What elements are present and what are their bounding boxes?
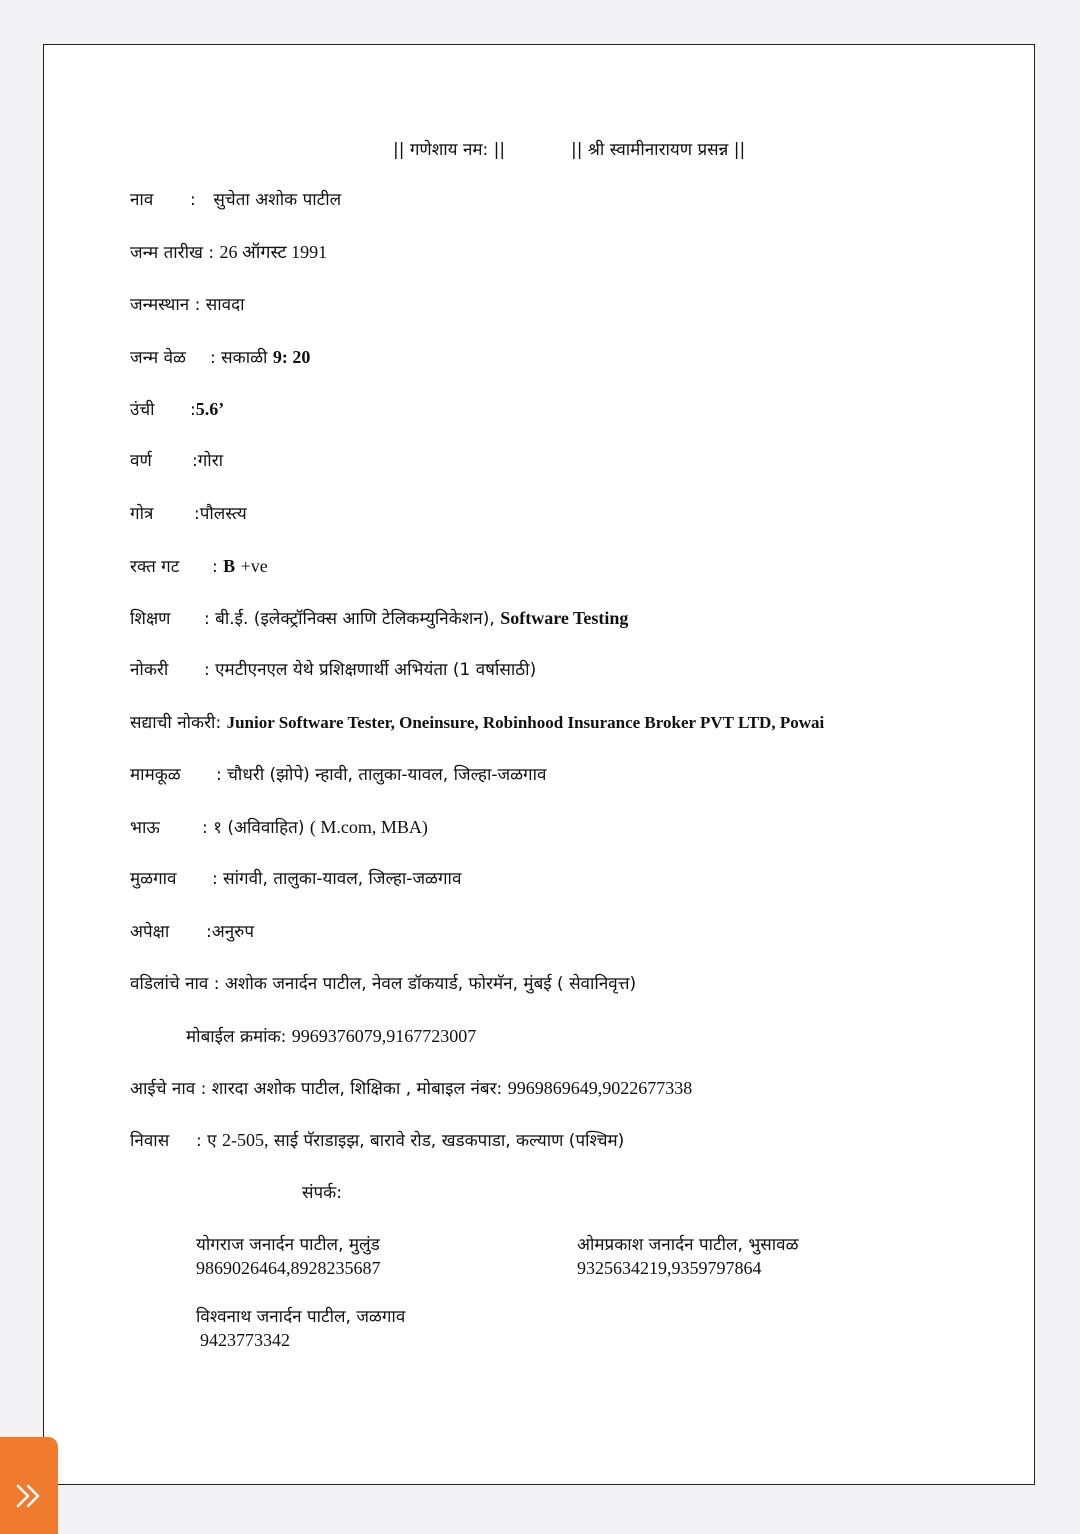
- field-value: अशोक जनार्दन पाटील, नेवल डॉकयार्ड, फोरमॅन, मुंबई ( सेवानिवृत्त): [224, 974, 637, 994]
- field-residence: निवास : ए 2-505, साई पॅराडाइझ, बारावे रोड, खडकपाडा, कल्याण (पश्चिम): [130, 1130, 625, 1151]
- field-value: सुचेता अशोक पाटील: [213, 190, 342, 210]
- field-label: मामकूळ: [130, 765, 181, 785]
- field-label: जन्मस्थान: [130, 295, 190, 315]
- field-complexion: वर्ण :गोरा: [130, 451, 224, 471]
- field-value: साई पॅराडाइझ, बारावे रोड, खडकपाडा, कल्याण (पश्चिम): [273, 1131, 625, 1151]
- field-brother: भाऊ : १ (अविवाहित) ( M.com, MBA): [130, 817, 428, 838]
- field-value-bold: Software Testing: [500, 608, 629, 628]
- field-value: 9969376079,9167723007: [291, 1026, 477, 1046]
- field-name: नाव : सुचेता अशोक पाटील: [130, 190, 342, 210]
- field-value-prefix: ए: [207, 1131, 217, 1151]
- field-label: अपेक्षा: [130, 922, 170, 942]
- field-label: आईचे नाव :: [130, 1079, 207, 1099]
- field-label: भाऊ: [130, 818, 160, 838]
- field-value: पौलस्त्य: [199, 504, 247, 524]
- field-value: एमटीएनएल येथे प्रशिक्षणार्थी अभियंता (1 वर्षासाठी): [215, 660, 537, 680]
- field-current-job: [130, 712, 824, 734]
- header-ganesh: || गणेशाय नम: ||: [393, 140, 506, 160]
- field-value: सकाळी: [221, 348, 268, 368]
- contact-card: [577, 1234, 799, 1280]
- field-job: नोकरी : एमटीएनएल येथे प्रशिक्षणार्थी अभियंता (1 वर्षासाठी): [130, 660, 537, 680]
- field-expectation: अपेक्षा :अनुरुप: [130, 922, 254, 942]
- field-label: मोबाईल क्रमांक:: [186, 1027, 287, 1047]
- field-label: शिक्षण: [130, 609, 171, 629]
- header-swaminarayan: || श्री स्वामीनारायण प्रसन्न ||: [571, 140, 746, 160]
- field-label: वर्ण: [130, 451, 152, 471]
- field-value: सावदा: [205, 295, 245, 315]
- field-value-bold: 5.6’: [195, 399, 225, 419]
- contact-phone: 9423773342: [200, 1330, 290, 1350]
- field-gotra: गोत्र :पौलस्त्य: [130, 504, 247, 524]
- contact-card: [196, 1306, 405, 1352]
- field-label: रक्त गट: [130, 557, 180, 577]
- field-father: [130, 973, 636, 995]
- field-label: सद्याची नोकरी:: [130, 713, 222, 733]
- field-value: बी.ई. (इलेक्ट्रॉनिक्स आणि टेलिकम्युनिकेशन),: [215, 609, 495, 629]
- contact-name: योगराज जनार्दन पाटील, मुलुंड: [196, 1235, 380, 1255]
- field-value: चौधरी (झोपे) न्हावी, तालुका-यावल, जिल्हा-जळगाव: [227, 765, 547, 785]
- field-value-bold: Junior Software Tester, Oneinsure, Robinhood Insurance Broker PVT LTD, Powai: [226, 713, 825, 732]
- contact-name: विश्वनाथ जनार्दन पाटील, जळगाव: [196, 1307, 406, 1327]
- field-height: उंची :5.6’: [130, 399, 225, 420]
- field-value: सांगवी, तालुका-यावल, जिल्हा-जळगाव: [223, 869, 462, 889]
- field-value: १ (अविवाहित): [213, 818, 305, 838]
- field-label: उंची: [130, 400, 155, 420]
- field-value-extra: ( M.com, MBA): [309, 817, 428, 837]
- field-blood-group: रक्त गट : B +ve: [130, 556, 268, 577]
- field-label: नोकरी: [130, 660, 169, 680]
- field-mother: [130, 1077, 692, 1100]
- field-value-bold: B: [223, 556, 236, 576]
- field-value: +ve: [240, 556, 268, 576]
- contact-phone: 9869026464,8928235687: [196, 1258, 381, 1278]
- field-label: निवास: [130, 1131, 170, 1151]
- field-value: शारदा अशोक पाटील, शिक्षिका , मोबाइल नंबर:: [211, 1079, 503, 1099]
- field-value: गोरा: [197, 451, 224, 471]
- field-label: नाव: [130, 190, 154, 210]
- field-dob: [130, 241, 327, 264]
- double-chevron-right-icon: [14, 1481, 44, 1511]
- field-mamkul: मामकूळ : चौधरी (झोपे) न्हावी, तालुका-यावल, जिल्हा-जळगाव: [130, 765, 547, 785]
- field-value-number: 2-505,: [221, 1130, 269, 1150]
- field-education: शिक्षण : बी.ई. (इलेक्ट्रॉनिक्स आणि टेलिकम्युनिकेशन), Software Testing: [130, 608, 629, 629]
- field-birthtime: जन्म वेळ : सकाळी 9: 20: [130, 347, 311, 368]
- expand-toolbar-button[interactable]: [0, 1437, 58, 1534]
- field-value-bold: 9: 20: [272, 347, 311, 367]
- contact-phone: 9325634219,9359797864: [577, 1258, 762, 1278]
- field-label: गोत्र: [130, 504, 154, 524]
- field-value: 26 ऑगस्ट 1991: [219, 242, 328, 262]
- field-label: मुळगाव: [130, 869, 177, 889]
- contact-card: [196, 1234, 381, 1280]
- contact-heading: संपर्क:: [302, 1183, 342, 1203]
- field-label: जन्म वेळ: [130, 348, 186, 368]
- field-label: वडिलांचे नाव :: [130, 974, 220, 994]
- field-native-place: मुळगाव : सांगवी, तालुका-यावल, जिल्हा-जळगाव: [130, 869, 462, 889]
- field-birthplace: जन्मस्थान : सावदा: [130, 295, 245, 315]
- field-value: अनुरुप: [211, 922, 254, 942]
- document-page: [43, 44, 1035, 1485]
- contact-name: ओमप्रकाश जनार्दन पाटील, भुसावळ: [577, 1235, 799, 1255]
- field-father-mobile: [186, 1025, 476, 1048]
- field-value-phone: 9969869649,9022677338: [507, 1078, 693, 1098]
- field-label: जन्म तारीख :: [130, 243, 215, 263]
